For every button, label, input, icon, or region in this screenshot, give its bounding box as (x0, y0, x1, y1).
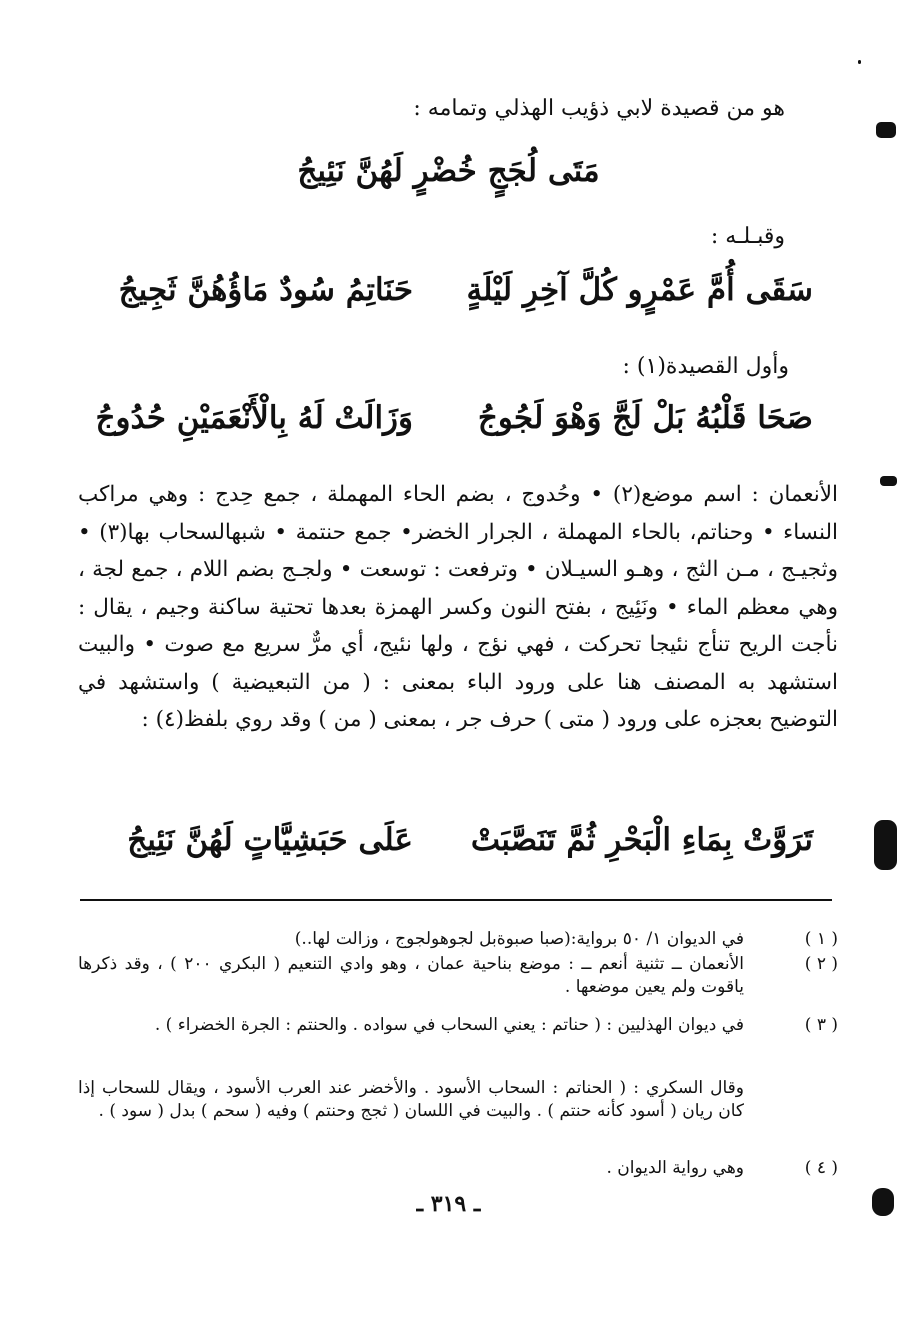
footnote-1 (78, 928, 838, 951)
verse-variant-second: عَلَى حَبَشِيَّاتٍ لَهُنَّ نَئِيجُ (127, 822, 413, 858)
intro-line: هو من قصيدة لابي ذؤيب الهذلي وتمامه : (413, 96, 785, 121)
footnote-4-number: ( ٤ ) (804, 1158, 838, 1178)
verse-before-second: حَنَاتِمُ سُودٌ مَاؤُهُنَّ ثَجِيجُ (118, 272, 413, 308)
scan-mark-4 (872, 1188, 894, 1216)
footnote-divider (80, 899, 832, 901)
footnote-3 (78, 1014, 838, 1037)
verse-opening-first: صَحَا قَلْبُهُ بَلْ لَجَّ وَهْوَ لَجُوجُ (477, 400, 813, 436)
verse-before-first: سَقَى أُمَّ عَمْرٍو كُلَّ آخِرِ لَيْلَةٍ (466, 272, 813, 308)
verse-hemistich-main: مَتَى لُجَجٍ خُضْرٍ لَهُنَّ نَئِيجُ (297, 153, 600, 189)
footnote-3b-text: وقال السكري : ( الحناتم : السحاب الأسود . والأخضر عند العرب الأسود ، ويقال للسحاب إذا كان ريان ( أسود كأنه حنتم ) . والبيت في اللسان ( ثجج وحنتم ) وفيه ( سحم ) بدل ( سود ) . (78, 1078, 744, 1121)
scan-mark-2 (880, 476, 897, 486)
label-opening: وأول القصيدة(١) : (622, 354, 789, 379)
footnote-1-text: في الديوان ١/ ٥٠ برواية:(صبا صبوةبل لجوهولجوج ، وزالت لها..) (294, 929, 744, 949)
footnote-3-number: ( ٣ ) (804, 1015, 838, 1035)
footnote-2-text: الأنعمان ــ تثنية أنعم ــ : موضع بناحية عمان ، وهو وادي التنعيم ( البكري ٢٠٠ ) ، وقد ذكرها ياقوت ولم يعين موضعها . (78, 954, 745, 997)
page-number: ـ ٣١٩ ـ (416, 1191, 481, 1217)
scan-mark-3 (874, 820, 897, 870)
footnote-2-number: ( ٢ ) (804, 954, 838, 974)
commentary-paragraph: الأنعمان : اسم موضع(٢) • وحُدوج ، بضم الحاء المهملة ، جمع حِدج : وهي مراكب النساء • وحناتم، بالحاء المهملة ، الجرار الخضر• جمع حنتمة • شبهالسحاب بها(٣) • وثجيـج ، مـن الثج ، وهـو السيـلان • وترفعت : توسعت • ولجـج بضم اللام ، جمع لجة ، وهي معظم الماء • ونَئِيج ، بفتح النون وكسر الهمزة بعدها تحتية ساكنة وجيم ، يقال : نأجت الريح تنأج نئيجا تحركت ، فهي نؤج ، ولها نئيج، أي مرٌّ سريع مع صوت • والبيت استشهد به المصنف هنا على ورود الباء بمعنى : ( من التبعيضية ) واستشهد في التوضيح بعجزه على ورود ( متى ) حرف جر ، بمعنى ( من ) وقد روي بلفظ(٤) : (78, 482, 839, 732)
footnote-4-text: وهي رواية الديوان . (606, 1158, 744, 1178)
footnote-3-text: في ديوان الهذليين : ( حناتم : يعني السحاب في سواده . والحنتم : الجرة الخضراء ) . (154, 1015, 744, 1035)
label-before: وقبـلـه : (710, 224, 785, 249)
verse-opening-second: وَزَالَتْ لَهُ بِالْأَنْعَمَيْنِ حُدُوجُ (95, 400, 413, 436)
footnote-2 (78, 953, 838, 999)
scan-mark-1 (876, 122, 896, 138)
footnote-4 (78, 1157, 838, 1180)
footnote-1-number: ( ١ ) (804, 929, 838, 949)
verse-variant-first: تَرَوَّتْ بِمَاءِ الْبَحْرِ ثُمَّ تَنَصَّبَتْ (470, 822, 813, 858)
scan-dot (858, 60, 861, 64)
footnote-3-continued (78, 1077, 838, 1123)
